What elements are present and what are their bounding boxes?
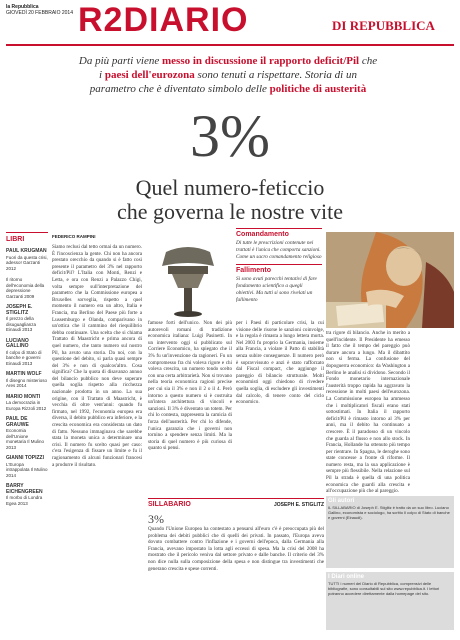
fallimento-text: Si sono avuti parecchi tentativi di fare fondamento scientifico a quegli obiettivi. Ma tutti si sono rivelati un fallimento (236, 276, 317, 303)
books-column (6, 232, 48, 623)
book-title: Il disegno misterioso Ares 2014 (6, 377, 48, 388)
book-author: PAUL DE GRAUWE (6, 416, 29, 428)
book-item (6, 456, 48, 478)
summary-text: che i (99, 55, 378, 81)
sillabario-author: JOSEPH E. STIGLITZ (273, 502, 324, 508)
book-item (6, 484, 48, 506)
article-column-2: famose forti dell'unico. Non dei più autorevoli romani di tradizione economica italiana: Luigi Pasinetti. In un intervento oggi si pubblicato sul Corriere Economico, ha spiegato che il 3% fu un'invenzione da ragioneri. Fu un compromesso fra chi voleva rigore e chi voleva crescita, un numero tondo scelto con una certa arbitrarietà. Non si trovano nella teoria economica ragioni precise per cui sia il 3% e non il 2 o il 4. Però intorno a questo numero si è costruita un'intera architettura di vincoli e sanzioni. Il 3% è diventato un totem. Per chi lo contesta, rappresenta la camicia di forza dell'austerità. Per chi lo difende, l'unica garanzia che i governi non tornino a spendere senza limiti. Ma la storia di quel numero è più curiosa di quanto si pensi. (148, 320, 232, 452)
books-list (6, 249, 48, 506)
thinker-painting-image (326, 232, 454, 328)
book-title: Il prezzo della disuguaglianza Einaudi 2013 (6, 316, 37, 332)
book-item (6, 395, 48, 412)
comandamento-text: Di tutte le prescrizioni contenute nei trattati è l'unica che comporta sanzioni. Come un sacro comandamento religioso (236, 240, 322, 260)
article-column-1: Siamo reclusi dal tetto ormai da un numero. È l'incoscienza la gente. Chi non ha ancora prestato orecchio da quando si è fatto così presente il parametro del 3% nel rapporto deficit/Pil? L'Italia con Monti, Renzi e Letta, e ora con Renzi a Palazzo Chigi, volta sempre sull'interpretazione del parametro che la Commissione europea a Bruxelles sorveglia, rispetto a quel momento il numero era un altro, Italia e Francia, ma Berlino del Paese più forte a Lussemburgo e Olanda, comparivano in un'ottica che il cammino del riequilibrio debba continuare. Una scelta che si chiama Trattato di Maastricht e prima ancora di quel numero, che tanto numero sul nostro Pil, ha avuto una storia. Da noi, con la questione del debito, si parla quasi sempre del 3% e non di qualcos'altro. Cosa significa? Che la quota di disavanzo annuo del bilancio pubblico non deve superare quella soglia rispetto alla ricchezza nazionale prodotta in un anno. La sua origine, con il Trattato di Maastricht, è vecchia di oltre vent'anni: quando fu firmato, nel 1992, l'economia europea era diversa, il debito pubblico era inferiore, e la crescita economica era considerata un dato di fatto. Nessuno immaginava che sarebbe stata la moneta unica a determinare una crisi. Il numero fu scelto quasi per caso: c'era l'esigenza di fissare un limite e fu il ragionamento di alcuni funzionari francesi a produrre il risultato. (52, 244, 142, 468)
summary-text: Da più parti viene (78, 55, 162, 67)
book-item (6, 249, 48, 271)
book-item (6, 417, 48, 450)
issue-date: GIOVEDÌ 20 FEBBRAIO 2014 (6, 10, 73, 16)
header-divider (6, 44, 454, 46)
book-title: Il colpo di Stato di banche e governi Einaudi 2013 (6, 349, 42, 366)
diari-text: TUTTI i numeri del Diario di Repubblica, comprensivi delle bibliografie, sono consultabili sul sito www.repubblica.it. I lettori potranno accedere direttamente dalla homepage del sito. (328, 581, 440, 596)
autori-title: Gli autori (328, 498, 355, 504)
section-title: R2DIARIO (78, 1, 249, 39)
book-author: MARIO MONTI (6, 393, 41, 400)
book-title: La democrazia in Europa Rizzoli 2012 (6, 400, 47, 411)
summary-highlight: politiche di austerità (269, 83, 367, 95)
article-summary (78, 54, 378, 96)
book-author: GIANNI TOPIZZI (6, 455, 44, 461)
book-item (6, 277, 48, 299)
comandamento-title: Comandamento (236, 228, 322, 238)
headline-line: Quel numero-feticcio (135, 175, 325, 200)
diari-online-box (326, 572, 454, 630)
autori-box (326, 496, 454, 568)
paper-masthead (6, 4, 73, 16)
headline-line: che governa le nostre vite (116, 199, 343, 224)
book-author: PAUL KRUGMAN (6, 248, 47, 254)
title-number: 3% (190, 103, 270, 169)
book-title: Il ritorno dell'economia della depressione Garzanti 2009 (6, 277, 45, 299)
paper-name: la Repubblica (6, 4, 39, 10)
sillabario-header (148, 498, 324, 508)
book-author: JOSEPH E. STIGLITZ (6, 304, 33, 316)
book-author: BARRY EICHENGREEN (6, 483, 43, 495)
summary-text: sono tenuti a rispettare. Storia di un parametro che è diventato simbolo delle (89, 69, 357, 95)
book-title: L'Europa intrappolata Il Mulino 2014 (6, 461, 48, 478)
article-column-4: tra rigore di bilancio. Anche in merito a quell'incidente. Il Presidente ha emesso il fatto che il tempo del pareggio può durare ancora a lungo. Ma il dibattito non si ferma. La confusione del dopoguerra economico: da Washington a Berlino le analisi si dividono. Secondo il Fondo monetario internazionale l'austerità troppo rapida ha aggravato la recessione in molti paesi dell'eurozona. La Commissione europea ha ammesso che i moltiplicatori fiscali erano stati sottostimati. In Italia il rapporto deficit/Pil è rimasto intorno al 3% per anni, ma il debito ha continuato a crescere. È il paradosso di un vincolo che guarda al flusso e non allo stock. In Francia, Hollande ha ottenuto più tempo per rientrare. In Spagna, le deroghe sono state concesse a fronte di riforme. Il numero resta, ma la sua applicazione è sempre più flessibile. Nella relazione sul Pil la strada è quella di una politica economica che guardi alla crescita e all'occupazione più che al pareggio. (326, 330, 410, 495)
mace-image (148, 238, 228, 318)
article-column-3: per i Paesi di particolare crisi, la cui visione delle risorse le sanzioni coinvolge, e la regola è rimasta a lungo lettera morta. Nel 2003 fu proprio la Germania, insieme alla Francia, a violare il Patto di stabilità senza subire conseguenze. Il numero però è sopravvissuto e anzi è stato rafforzato dal Fiscal compact, che aggiunge il pareggio di bilancio strutturale. Molti economisti oggi chiedono di rivedere quella soglia, di escludere gli investimenti dal calcolo, di tenere conto del ciclo economico. (236, 320, 324, 406)
book-author: MARTIN WOLF (6, 371, 42, 377)
book-item (6, 339, 48, 367)
byline: FEDERICO RAMPINI (52, 234, 96, 239)
autori-text: IL SILLABARIO di Joseph E. Stiglitz è tratto da un suo libro. Luciano Gallino, economista e sociologo, ha scritto Il colpo di Stato di banche e governi (Einaudi). (328, 505, 450, 520)
book-title: Il morbo di Londra Egea 2013 (6, 495, 43, 506)
sillabario-title: SILLABARIO (148, 501, 191, 508)
summary-highlight: paesi dell'eurozona (104, 69, 195, 81)
book-item (6, 305, 48, 333)
comandamento-box (236, 228, 322, 318)
sillabario-word: 3% (148, 512, 164, 526)
sillabario-text: Quando l'Unione Europea ha contestato a pensarsi all'euro c'è è preoccupata più del problema dei debiti pubblici che di quelli dei privati. In passato, l'Europa aveva dovuto combattere contro l'inflazione e i governi dell'epoca, dalla Germania alla Francia, avevano impostato la lotta agli eccessi di spesa. Ma la crisi del 2008 ha mostrato che il pericolo veniva dal settore privato e dalle banche. Il criterio del 3% non dice nulla sulla composizione della spesa e non distingue tra investimenti che generano crescita e spese correnti. (148, 526, 324, 572)
summary-highlight: messo in discussione il rapporto deficit/Pil (162, 55, 360, 67)
headline (85, 176, 375, 224)
section-suffix: DI REPUBBLICA (332, 18, 435, 33)
book-author: LUCIANO GALLINO (6, 337, 29, 349)
book-title: Economia dell'Unione monetaria Il Mulino 2013 (6, 428, 45, 450)
book-title: Fuori da questa crisi, adesso! Garzanti 2012 (6, 254, 48, 271)
books-label: LIBRI (6, 236, 25, 243)
fallimento-title: Fallimento (236, 264, 322, 274)
diari-title: I Diari online (328, 574, 365, 580)
book-item (6, 372, 48, 389)
